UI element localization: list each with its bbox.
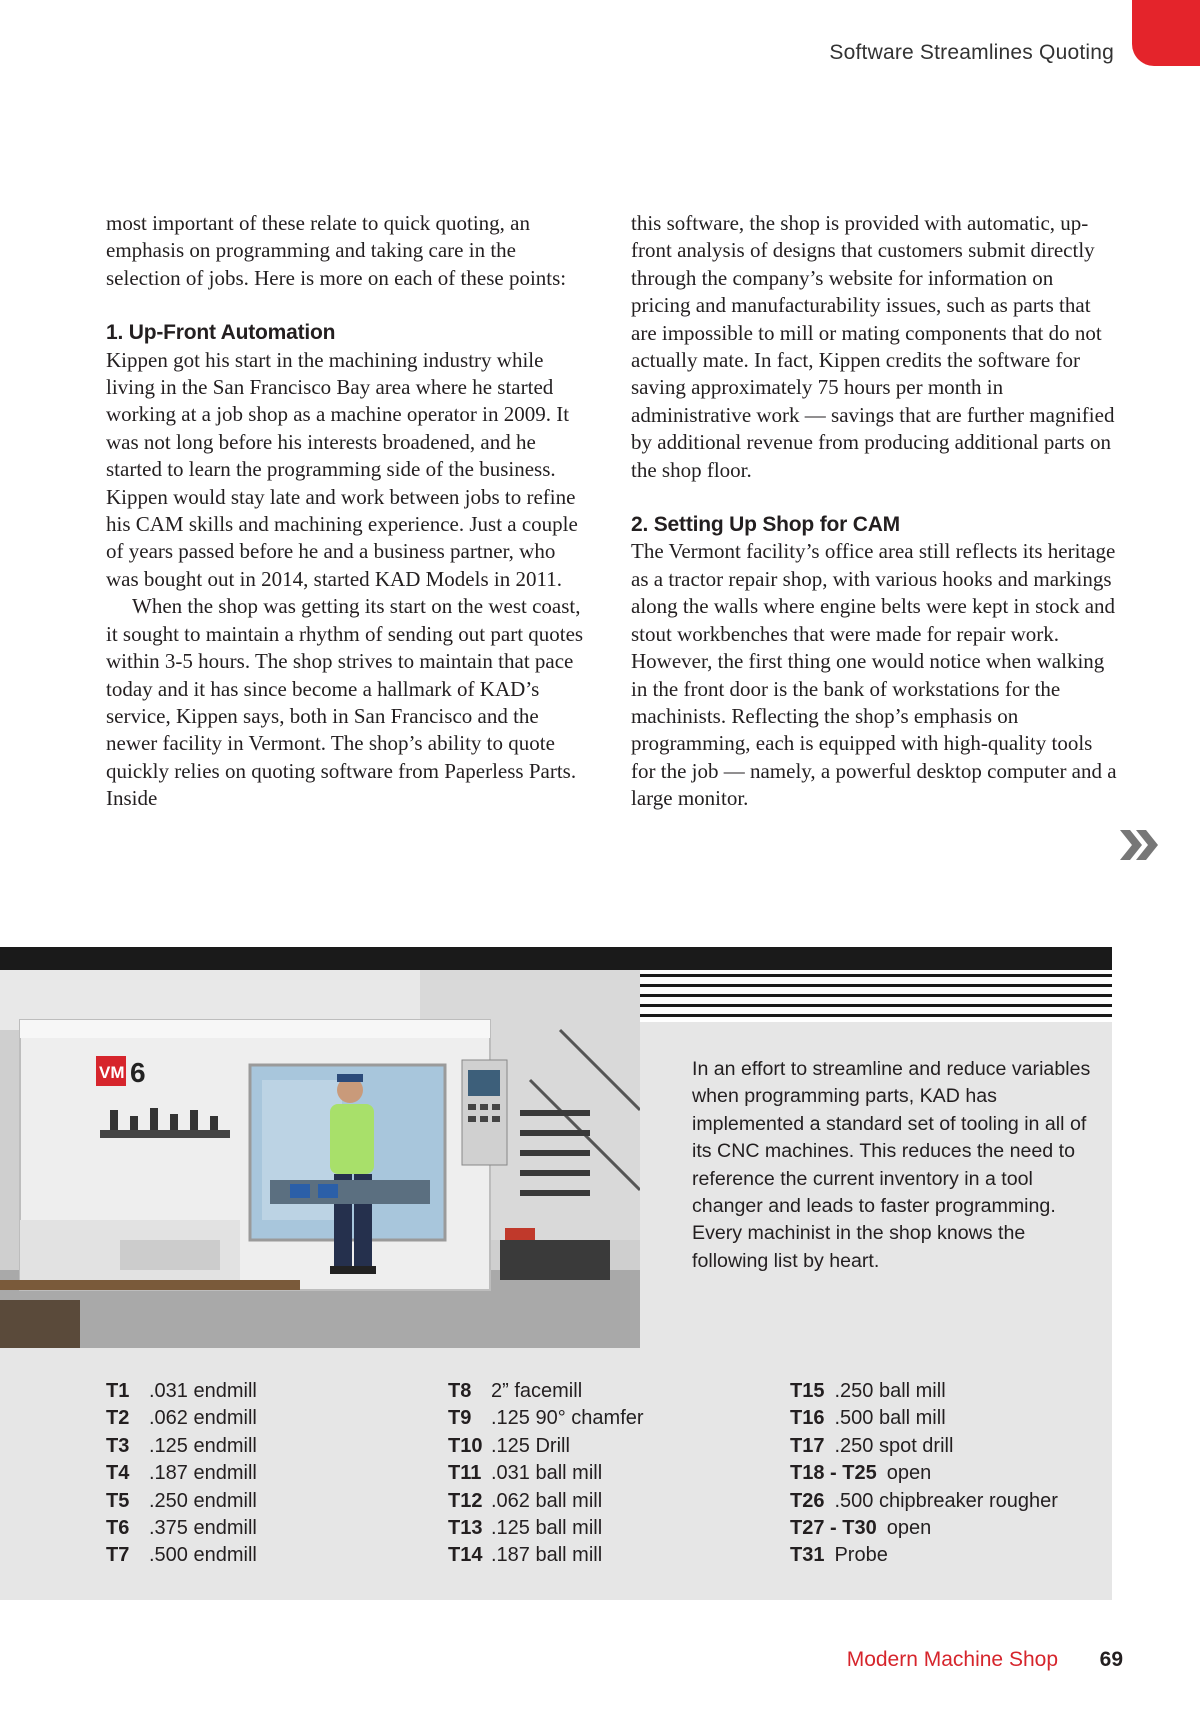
tool-code: T6: [106, 1517, 130, 1540]
tool-list-item: [448, 1378, 644, 1405]
subhead-up-front-automation: 1. Up-Front Automation: [106, 321, 336, 345]
tool-code: T8: [448, 1380, 472, 1402]
tool-description: open: [886, 1517, 932, 1540]
sidebar-caption-box: [640, 1022, 1112, 1348]
tool-list-item: [790, 1488, 1058, 1515]
svg-text:VM: VM: [99, 1063, 125, 1082]
section-tab: [1132, 0, 1200, 66]
tool-code: T4: [106, 1462, 130, 1485]
tool-description: .062 ball mill: [491, 1489, 603, 1512]
article-column-left: [106, 210, 588, 813]
tool-description: open: [886, 1462, 932, 1485]
tool-list-item: [790, 1405, 1058, 1432]
tool-code: T27 - T30: [790, 1517, 877, 1540]
article-column-right: [631, 210, 1117, 813]
tool-code: T31: [790, 1544, 825, 1567]
subhead-setting-up-shop: 2. Setting Up Shop for CAM: [631, 513, 900, 537]
tool-list-item: [790, 1378, 1058, 1405]
tool-description: .125 ball mill: [491, 1517, 603, 1540]
tool-list-item: [106, 1405, 257, 1432]
tool-code: T26: [790, 1489, 825, 1512]
tool-list-item: [448, 1405, 644, 1432]
tool-code: T3: [106, 1434, 130, 1457]
tool-code: T13: [448, 1517, 483, 1540]
tool-list-item: [790, 1433, 1058, 1460]
tool-description: .187 ball mill: [491, 1544, 603, 1567]
tool-description: .375 endmill: [149, 1517, 257, 1540]
tool-code: T7: [106, 1544, 130, 1567]
page-number: 69: [1099, 1648, 1123, 1671]
tool-description: .031 endmill: [149, 1380, 257, 1402]
tool-code: T5: [106, 1489, 130, 1512]
tool-description: .500 chipbreaker rougher: [834, 1489, 1058, 1512]
sidebar-caption: In an effort to streamline and reduce variables when programming parts, KAD has implemented a standard set of tooling in all of its CNC machines. This reduces the need to reference the current inventory in a tool changer and leads to faster programming. Every machinist in the shop knows the following list by heart.: [692, 1058, 1091, 1272]
tool-code: T10: [448, 1434, 483, 1457]
tool-list-item: [106, 1515, 257, 1542]
tool-description: .500 ball mill: [834, 1407, 946, 1430]
tool-code: T15: [790, 1380, 825, 1402]
tool-list-item: [106, 1433, 257, 1460]
tool-code: T16: [790, 1407, 825, 1430]
tool-description: 2” facemill: [491, 1380, 583, 1402]
tool-list-item: [448, 1488, 644, 1515]
tool-description: .031 ball mill: [491, 1462, 603, 1485]
tool-code: T9: [448, 1407, 472, 1430]
tool-description: .250 spot drill: [834, 1434, 954, 1457]
tool-description: .125 90° chamfer: [491, 1407, 644, 1430]
tool-description: .125 Drill: [491, 1434, 570, 1457]
cnc-machine-photo: [0, 970, 640, 1348]
tool-list-column-3: [790, 1378, 1058, 1570]
svg-text:6: 6: [130, 1057, 146, 1088]
tool-list-item: [790, 1515, 1058, 1542]
running-head: Software Streamlines Quoting: [829, 41, 1114, 64]
stripe-decoration: [640, 970, 1112, 1022]
continue-arrows-icon: [1118, 826, 1160, 864]
tool-code: T18 - T25: [790, 1462, 877, 1485]
tool-description: .500 endmill: [149, 1544, 257, 1567]
tool-code: T2: [106, 1407, 130, 1430]
tool-list-column-1: [106, 1378, 257, 1570]
tool-list-item: [448, 1515, 644, 1542]
tool-code: T14: [448, 1544, 483, 1567]
paragraph: When the shop was getting its start on the west coast, it sought to maintain a rhythm of sending out part quotes within 3-5 hours. The shop strives to maintain that pace today and it has since become a hallmark of KAD’s service, Kippen says, both in San Francisco and the newer facility in Vermont. The shop’s ability to quote quickly relies on quoting software from Paperless Parts. Inside: [106, 594, 584, 811]
paragraph: this software, the shop is provided with automatic, up-front analysis of designs that customers submit directly through the company’s website for information on pricing and manufacturability issues, such as parts that are impossible to mill or mating components that do not actually mate. In fact, Kippen credits the software for saving approximately 75 hours per month in administrative work — savings that are further magnified by additional revenue from producing additional parts on the shop floor.: [631, 211, 1115, 482]
tool-list-panel: [0, 1348, 1112, 1600]
tool-list-item: [106, 1378, 257, 1405]
tool-code: T17: [790, 1434, 825, 1457]
tool-description: .062 endmill: [149, 1407, 257, 1430]
paragraph: Kippen got his start in the machining industry while living in the San Francisco Bay area where he started working at a job shop as a machine operator in 2009. It was not long before his interests broadened, and he started to learn the programming side of the business. Kippen would stay late and work between jobs to refine his CAM skills and machining experience. Just a couple of years passed before he and a business partner, who was bought out in 2014, started KAD Models in 2011.: [106, 347, 578, 591]
tool-list-item: [448, 1460, 644, 1487]
tool-list-item: [448, 1542, 644, 1569]
tool-list-item: [790, 1460, 1058, 1487]
tool-list-item: [106, 1542, 257, 1569]
tool-description: .250 endmill: [149, 1489, 257, 1512]
tool-code: T11: [448, 1462, 482, 1485]
tool-description: Probe: [834, 1544, 888, 1567]
tool-list-item: [448, 1433, 644, 1460]
tool-list-column-2: [448, 1378, 644, 1570]
tool-list-item: [106, 1488, 257, 1515]
tool-code: T12: [448, 1489, 483, 1512]
paragraph: The Vermont facility’s office area still reflects its heritage as a tractor repair shop, with various hooks and markings along the walls where engine belts were kept in stock and stout workbenches that were made for repair work. However, the first thing one would notice when walking in the front door is the bank of workstations for the machinists. Reflecting the shop’s emphasis on programming, each is equipped with high-quality tools for the job — namely, a powerful desktop computer and a large monitor.: [631, 539, 1117, 811]
tool-description: .187 endmill: [149, 1462, 257, 1485]
tool-description: .250 ball mill: [834, 1380, 946, 1402]
tool-list-item: [106, 1460, 257, 1487]
tool-code: T1: [106, 1380, 130, 1402]
tool-description: .125 endmill: [149, 1434, 257, 1457]
tool-list-item: [790, 1542, 1058, 1569]
publication-name: Modern Machine Shop: [846, 1648, 1058, 1671]
paragraph: most important of these relate to quick quoting, an emphasis on programming and taking care in the selection of jobs. Here is more on each of these points:: [106, 211, 567, 290]
